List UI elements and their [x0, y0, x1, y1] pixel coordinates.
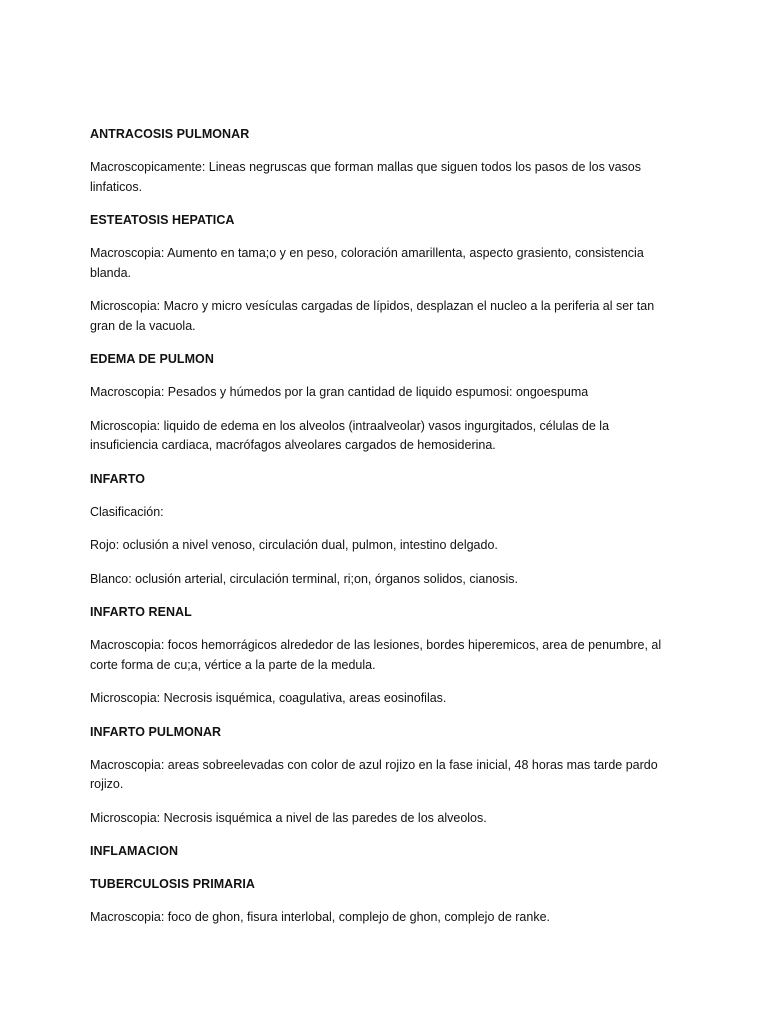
- section-heading-tuberculosis: TUBERCULOSIS PRIMARIA: [90, 877, 255, 891]
- paragraph-esteatosis-micro: Microscopia: Macro y micro vesículas cargadas de lípidos, desplazan el nucleo a la periferia al ser tan gran de la vacuola.: [90, 299, 655, 333]
- paragraph-esteatosis-macro: Macroscopia: Aumento en tama;o y en peso, coloración amarillenta, aspecto grasiento, consistencia blanda.: [90, 246, 644, 280]
- paragraph-infarto-rojo: Rojo: oclusión a nivel venoso, circulación dual, pulmon, intestino delgado.: [90, 538, 498, 552]
- paragraph-infarto-renal-macro: Macroscopia: focos hemorrágicos alrededor de las lesiones, bordes hiperemicos, area de penumbre, al corte forma de cu;a, vértice a la parte de la medula.: [90, 638, 662, 672]
- section-heading-esteatosis: ESTEATOSIS HEPATICA: [90, 213, 235, 227]
- paragraph-infarto-pulmonar-micro: Microscopia: Necrosis isquémica a nivel de las paredes de los alveolos.: [90, 810, 487, 825]
- paragraph-infarto-clasificacion: Clasificación:: [90, 504, 164, 519]
- section-heading-inflamacion: INFLAMACION: [90, 844, 179, 858]
- section-heading-infarto-renal: INFARTO RENAL: [90, 605, 192, 619]
- paragraph-infarto-pulmonar-macro: Macroscopia: areas sobreelevadas con color de azul rojizo en la fase inicial, 48 horas mas tarde pardo rojizo.: [90, 757, 658, 791]
- paragraph-infarto-renal-micro: Microscopia: Necrosis isquémica, coagulativa, areas eosinofilas.: [90, 691, 447, 705]
- paragraph-infarto-blanco: Blanco: oclusión arterial, circulación terminal, ri;on, órganos solidos, cianosis.: [90, 571, 518, 586]
- paragraph-edema-macro: Macroscopia: Pesados y húmedos por la gran cantidad de liquido espumosi: ongoespuma: [90, 385, 589, 399]
- section-heading-infarto-pulmonar: INFARTO PULMONAR: [90, 724, 222, 739]
- section-heading-edema: EDEMA DE PULMON: [90, 352, 214, 366]
- section-heading-antracosis: ANTRACOSIS PULMONAR: [90, 127, 250, 141]
- paragraph-tuberculosis-macro: Macroscopia: foco de ghon, fisura interlobal, complejo de ghon, complejo de ranke.: [90, 910, 550, 924]
- document-body: [90, 125, 680, 942]
- paragraph-edema-micro: Microscopia: liquido de edema en los alveolos (intraalveolar) vasos ingurgitados, células de la insuficiencia cardiaca, macrófagos alveolares cargados de hemosiderina.: [90, 418, 610, 452]
- paragraph-antracosis-macro: Macroscopicamente: Lineas negruscas que forman mallas que siguen todos los pasos de los vasos linfaticos.: [90, 160, 642, 194]
- section-heading-infarto: INFARTO: [90, 471, 145, 486]
